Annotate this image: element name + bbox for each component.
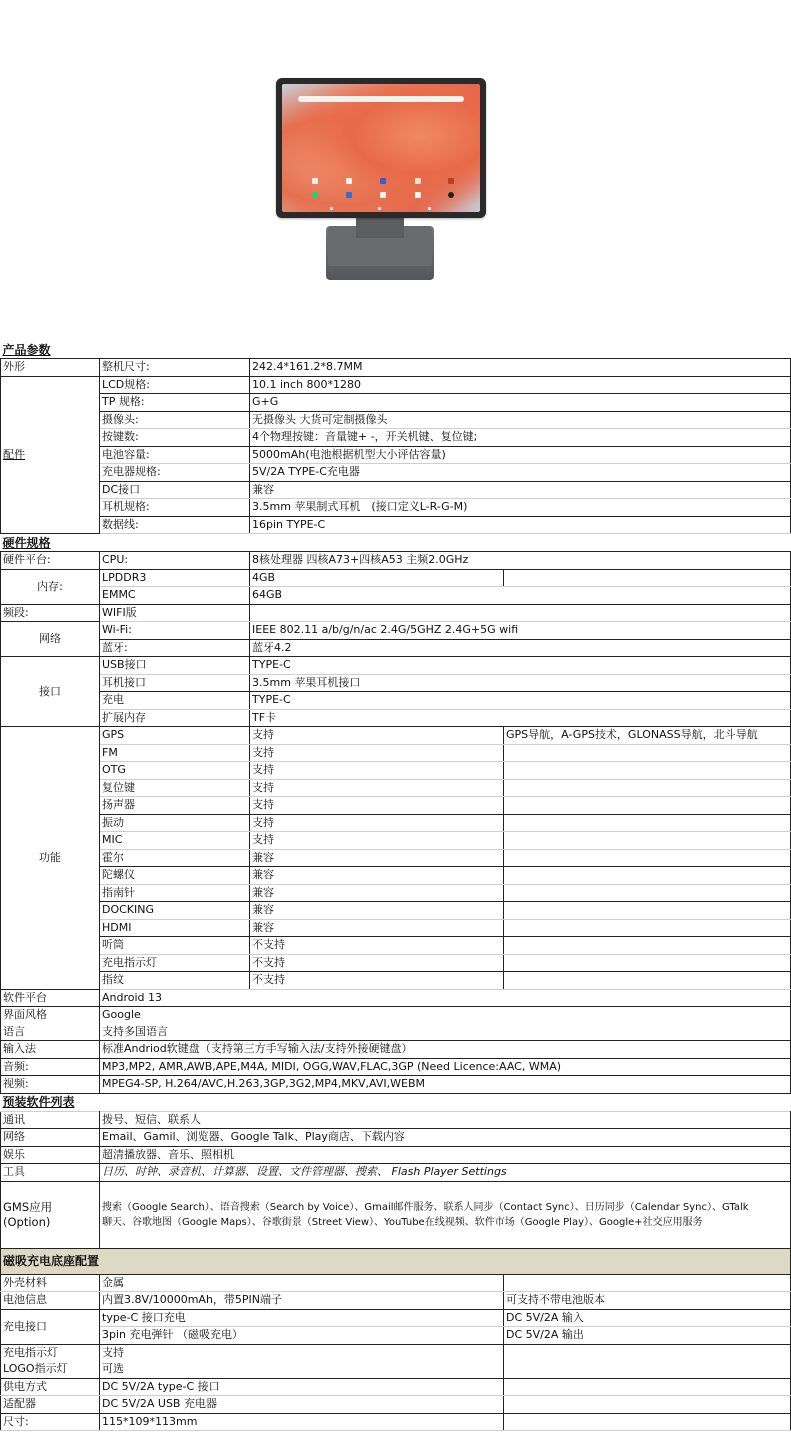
row-value: 3.5mm 苹果制式耳机 (接口定义L-R-G-M): [250, 499, 791, 517]
section-title-hardware: 硬件规格: [2, 535, 51, 550]
table-row: [1, 569, 791, 587]
row-note: [504, 814, 791, 832]
table-row: [1, 832, 791, 850]
row-value: 115*109*113mm: [100, 1413, 504, 1431]
table-row: [1, 1007, 791, 1024]
row-note: [504, 744, 791, 762]
table-row: [1, 604, 791, 622]
row-value: Google: [100, 1007, 791, 1024]
phone-icon: [312, 192, 318, 198]
row-value: 242.4*161.2*8.7MM: [250, 359, 791, 377]
row-value: 兼容: [250, 902, 504, 920]
row-note: [504, 1396, 791, 1414]
table-row: [1, 359, 791, 377]
row-value: 支持: [250, 762, 504, 780]
group-label: 功能: [1, 727, 100, 990]
table-row: [1, 1309, 791, 1327]
app-icon: [448, 178, 454, 184]
row-note: [504, 937, 791, 955]
row-note: DC 5V/2A 输入: [504, 1309, 791, 1327]
row-label: FM: [100, 744, 250, 762]
table-row: [1, 1164, 791, 1182]
row-label: TP 规格:: [100, 394, 250, 412]
row-value: 3pin 充电弹针 （磁吸充电）: [100, 1327, 504, 1345]
row-value: 64GB: [250, 587, 791, 605]
group-label: 硬件平台:: [1, 552, 100, 570]
row-note: 可支持不带电池版本: [504, 1292, 791, 1310]
row-value: TYPE-C: [250, 692, 791, 710]
row-value: type-C 接口充电: [100, 1309, 504, 1327]
row-value: 不支持: [250, 937, 504, 955]
row-note: [504, 1378, 791, 1396]
row-note: [504, 1344, 791, 1378]
row-note: [504, 902, 791, 920]
table-row: [1, 1378, 791, 1396]
row-label: 数据线:: [100, 516, 250, 534]
chrome-icon: [380, 192, 386, 198]
row-label: 网络: [1, 1129, 100, 1147]
row-label: HDMI: [100, 919, 250, 937]
row-note: [504, 919, 791, 937]
row-value: 拨号、短信、联系人: [100, 1111, 791, 1129]
row-label: 娱乐: [1, 1146, 100, 1164]
row-note: [504, 867, 791, 885]
row-value: Android 13: [100, 989, 791, 1007]
group-label: 频段:: [1, 604, 100, 622]
row-label: 音频:: [1, 1058, 100, 1076]
row-label: OTG: [100, 762, 250, 780]
row-label: WIFI版: [100, 604, 250, 622]
row-value: 超清播放器、音乐、照相机: [100, 1146, 791, 1164]
table-row: [1, 1327, 791, 1345]
row-note: [504, 1413, 791, 1431]
row-value: MPEG4-SP, H.264/AVC,H.263,3GP,3G2,MP4,MKV,AVI,WEBM: [100, 1076, 791, 1094]
row-value: 支持: [250, 814, 504, 832]
group-label: 配件: [1, 376, 100, 534]
table-row: [1, 674, 791, 692]
row-label: CPU:: [100, 552, 250, 570]
group-label: 接口: [1, 657, 100, 727]
row-note: [504, 972, 791, 990]
row-value: IEEE 802.11 a/b/g/n/ac 2.4G/5GHZ 2.4G+5G wifi: [250, 622, 791, 640]
row-label: GMS应用 (Option): [1, 1181, 100, 1248]
tablet-screen: [282, 84, 480, 212]
row-label: 指纹: [100, 972, 250, 990]
table-row: [1, 849, 791, 867]
table-row: [1, 779, 791, 797]
row-label: 充电器规格:: [100, 464, 250, 482]
row-value: 无摄像头 大货可定制摄像头: [250, 411, 791, 429]
table-row: [1, 692, 791, 710]
table-row: [1, 937, 791, 955]
row-label: USB接口: [100, 657, 250, 675]
table-row: [1, 1146, 791, 1164]
row-value: 搜索（Google Search）、语音搜索（Search by Voice）、Gmail邮件服务、联系人同步（Contact Sync）、日历同步（Calendar Sync）、GTalk 聊天、谷歌地图（Google Maps）、谷歌街景（Street View）、YouTube在线视频、软件市场（Google Play）、Google+社交应用服务: [100, 1181, 791, 1248]
table-row: [1, 727, 791, 745]
app-icon: [312, 178, 318, 184]
row-label: 输入法: [1, 1041, 100, 1059]
row-label: LPDDR3: [100, 569, 250, 587]
table-row: [1, 744, 791, 762]
table-row: [1, 429, 791, 447]
table-row: [1, 446, 791, 464]
row-label: 充电指示灯: [1, 1344, 100, 1361]
table-row: [1, 954, 791, 972]
row-label: 充电接口: [1, 1309, 100, 1344]
row-value: DC 5V/2A USB 充电器: [100, 1396, 504, 1414]
row-value: 可选: [100, 1361, 504, 1378]
table-row: [1, 884, 791, 902]
tablet-bezel: [276, 78, 486, 218]
row-value: 兼容: [250, 919, 504, 937]
row-label: 语言: [1, 1024, 100, 1041]
product-image: [276, 76, 486, 284]
row-label: 耳机接口: [100, 674, 250, 692]
row-note: DC 5V/2A 输出: [504, 1327, 791, 1345]
row-value: 支持: [250, 727, 504, 745]
row-value: 标准Andriod软键盘（支持第三方手写输入法/支持外接硬键盘）: [100, 1041, 791, 1059]
table-row: [1, 1111, 791, 1129]
row-label: 指南针: [100, 884, 250, 902]
row-label: EMMC: [100, 587, 250, 605]
row-label: 蓝牙:: [100, 639, 250, 657]
row-label: 霍尔: [100, 849, 250, 867]
stand-neck: [356, 218, 404, 238]
table-row: [1, 1076, 791, 1094]
table-row: [1, 1413, 791, 1431]
row-value: 支持: [250, 832, 504, 850]
section-title-product-params: 产品参数: [2, 342, 51, 357]
row-label: 扩展内存: [100, 709, 250, 727]
section-title-charging-dock: 磁吸充电底座配置: [1, 1248, 791, 1274]
row-value: 不支持: [250, 972, 504, 990]
table-row: [1, 867, 791, 885]
table-row: [1, 1129, 791, 1147]
row-value: 8核处理器 四核A73+四核A53 主频2.0GHz: [250, 552, 791, 570]
table-row: [1, 762, 791, 780]
row-note: [504, 832, 791, 850]
row-label: 耳机规格:: [100, 499, 250, 517]
spec-table: [0, 341, 791, 1431]
row-value: 10.1 inch 800*1280: [250, 376, 791, 394]
app-icon: [415, 178, 421, 184]
row-label: 复位键: [100, 779, 250, 797]
table-row: [1, 411, 791, 429]
row-value: 5V/2A TYPE-C充电器: [250, 464, 791, 482]
row-label: 陀螺仪: [100, 867, 250, 885]
table-row: [1, 902, 791, 920]
row-note: [504, 849, 791, 867]
row-value: 支持: [250, 779, 504, 797]
table-row: [1, 499, 791, 517]
row-note: [504, 797, 791, 815]
row-value: 支持: [100, 1344, 504, 1361]
table-row: [1, 972, 791, 990]
row-label: MIC: [100, 832, 250, 850]
row-label: 扬声器: [100, 797, 250, 815]
row-value: DC 5V/2A type-C 接口: [100, 1378, 504, 1396]
row-label: 通讯: [1, 1111, 100, 1129]
facebook-icon: [380, 178, 386, 184]
row-value: Email、Gamil、浏览器、Google Talk、Play商店、下载内容: [100, 1129, 791, 1147]
row-value: 日历、时钟、录音机、计算器、设置、文件管理器、搜索、 Flash Player Settings: [100, 1164, 791, 1182]
row-label: DOCKING: [100, 902, 250, 920]
table-row: [1, 797, 791, 815]
row-note: [504, 1274, 791, 1292]
table-row: [1, 814, 791, 832]
row-label: 工具: [1, 1164, 100, 1182]
row-label: LOGO指示灯: [1, 1361, 100, 1378]
row-label: 振动: [100, 814, 250, 832]
table-row: [1, 1024, 791, 1041]
table-row: [1, 639, 791, 657]
table-row: [1, 552, 791, 570]
row-label: 整机尺寸:: [100, 359, 250, 377]
search-bar-icon: [298, 96, 464, 102]
row-value: 4GB: [250, 569, 504, 587]
row-label: 摄像头:: [100, 411, 250, 429]
group-label: 外形: [1, 359, 100, 377]
table-row: [1, 1292, 791, 1310]
table-row: [1, 464, 791, 482]
row-value: G+G: [250, 394, 791, 412]
row-value: 5000mAh(电池根据机型大小评估容量): [250, 446, 791, 464]
camera-icon: [448, 192, 454, 198]
row-label: 供电方式: [1, 1378, 100, 1396]
table-row: [1, 1344, 791, 1361]
nav-back-icon: [330, 207, 333, 210]
row-value: [250, 604, 791, 622]
row-value: 支持: [250, 797, 504, 815]
row-label: DC接口: [100, 481, 250, 499]
row-note: GPS导航，A-GPS技术，GLONASS导航，北斗导航: [504, 727, 791, 745]
spec-sheet: [0, 341, 791, 1431]
table-row: [1, 376, 791, 394]
table-row: [1, 1058, 791, 1076]
table-row: [1, 989, 791, 1007]
table-row: [1, 481, 791, 499]
row-label: LCD规格:: [100, 376, 250, 394]
table-row-gms: [1, 1181, 791, 1248]
messages-icon: [346, 192, 352, 198]
nav-home-icon: [378, 207, 381, 210]
row-value: 3.5mm 苹果耳机接口: [250, 674, 791, 692]
row-label: 充电: [100, 692, 250, 710]
table-row: [1, 394, 791, 412]
row-value: 兼容: [250, 867, 504, 885]
row-label: 适配器: [1, 1396, 100, 1414]
row-label: 尺寸:: [1, 1413, 100, 1431]
nav-recent-icon: [428, 207, 431, 210]
app-icon: [346, 178, 352, 184]
row-value: 支持多国语言: [100, 1024, 791, 1041]
row-value: 金属: [100, 1274, 504, 1292]
row-label: 视频:: [1, 1076, 100, 1094]
row-label: 充电指示灯: [100, 954, 250, 972]
row-label: 电池信息: [1, 1292, 100, 1310]
row-note: [504, 569, 791, 587]
row-value: 支持: [250, 744, 504, 762]
table-row: [1, 657, 791, 675]
row-value: 蓝牙4.2: [250, 639, 791, 657]
row-value: 不支持: [250, 954, 504, 972]
row-value: 4个物理按键：音量键+ -，开关机键、复位键;: [250, 429, 791, 447]
table-row: [1, 1274, 791, 1292]
row-label: Wi-Fi:: [100, 622, 250, 640]
row-note: [504, 884, 791, 902]
table-row: [1, 1396, 791, 1414]
row-label: 软件平台: [1, 989, 100, 1007]
table-row: [1, 516, 791, 534]
row-note: [504, 779, 791, 797]
row-value: MP3,MP2, AMR,AWB,APE,M4A, MIDI, OGG,WAV,FLAC,3GP (Need Licence:AAC, WMA): [100, 1058, 791, 1076]
table-row: [1, 587, 791, 605]
row-note: [504, 954, 791, 972]
row-label: GPS: [100, 727, 250, 745]
row-value: 16pin TYPE-C: [250, 516, 791, 534]
row-label: 界面风格: [1, 1007, 100, 1024]
row-value: TYPE-C: [250, 657, 791, 675]
section-title-preinstalled: 预装软件列表: [2, 1095, 75, 1109]
row-note: [504, 762, 791, 780]
group-label: 网络: [1, 622, 100, 657]
row-value: 兼容: [250, 884, 504, 902]
row-label: 听筒: [100, 937, 250, 955]
table-row: [1, 919, 791, 937]
group-label: 内存:: [1, 569, 100, 604]
row-label: 电池容量:: [100, 446, 250, 464]
row-value: 内置3.8V/10000mAh，带5PIN端子: [100, 1292, 504, 1310]
table-row: [1, 709, 791, 727]
row-value: 兼容: [250, 481, 791, 499]
table-row: [1, 1041, 791, 1059]
row-label: 外壳材料: [1, 1274, 100, 1292]
table-row: [1, 622, 791, 640]
app-icon: [415, 192, 421, 198]
row-value: 兼容: [250, 849, 504, 867]
row-value: TF卡: [250, 709, 791, 727]
row-label: 按键数:: [100, 429, 250, 447]
